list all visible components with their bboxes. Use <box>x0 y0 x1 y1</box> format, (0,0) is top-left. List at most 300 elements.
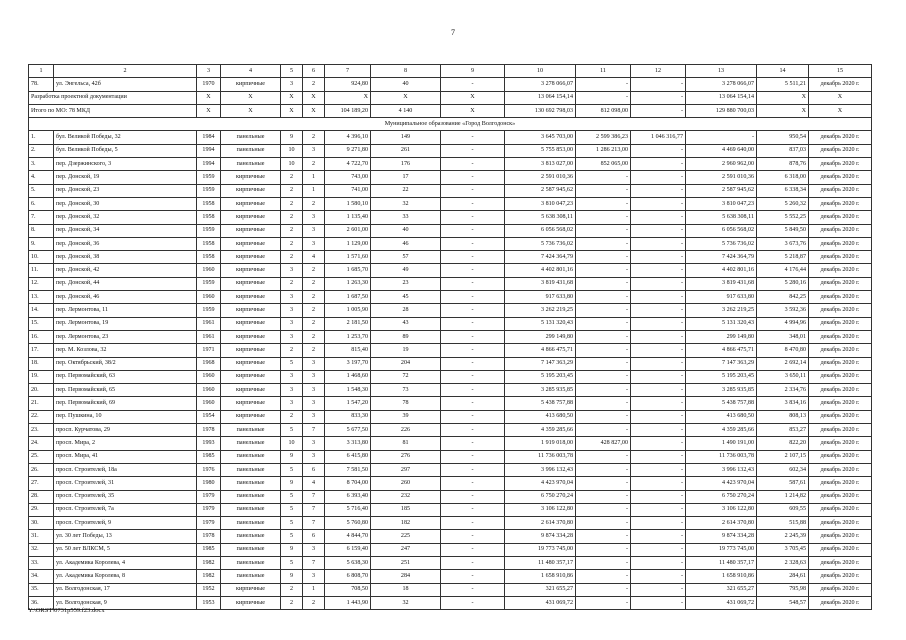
table-cell: 25. <box>29 450 54 463</box>
table-cell: 4 469 640,00 <box>686 144 757 157</box>
table-cell: декабрь 2020 г. <box>809 570 872 583</box>
table-cell: 2 <box>303 78 325 91</box>
table-cell: 15. <box>29 317 54 330</box>
table-cell: пер. Лермонтова, 11 <box>54 304 197 317</box>
table-cell: 130 692 798,03 <box>505 104 576 117</box>
table-cell: 19 <box>371 344 441 357</box>
table-cell: 1985 <box>197 543 221 556</box>
table-cell: 8 470,80 <box>757 344 809 357</box>
table-cell: - <box>631 264 686 277</box>
table-cell: 602,34 <box>757 463 809 476</box>
table-cell: 2 <box>281 171 303 184</box>
table-cell: 5 438 757,88 <box>505 397 576 410</box>
table-cell: 3 262 219,25 <box>686 304 757 317</box>
table-cell: 878,76 <box>757 158 809 171</box>
column-number-row <box>29 65 872 78</box>
table-cell: X <box>281 91 303 104</box>
table-cell: 4 140 <box>371 104 441 117</box>
table-cell: 2 614 370,80 <box>505 517 576 530</box>
table-cell: - <box>441 570 505 583</box>
table-cell: панельные <box>221 477 281 490</box>
table-cell: 1979 <box>197 517 221 530</box>
table-cell: 1954 <box>197 410 221 423</box>
table-cell: 1961 <box>197 317 221 330</box>
table-cell: просп. Строителей, 7а <box>54 503 197 516</box>
table-cell: декабрь 2020 г. <box>809 304 872 317</box>
table-cell: - <box>631 543 686 556</box>
table-row <box>29 184 872 197</box>
table-cell: 1958 <box>197 197 221 210</box>
table-cell: 1982 <box>197 556 221 569</box>
table-cell: - <box>631 570 686 583</box>
table-cell: 1 443,90 <box>325 596 371 609</box>
table-cell: 2 587 945,62 <box>505 184 576 197</box>
table-cell: 1 <box>303 184 325 197</box>
table-cell: просп. Строителей, 9 <box>54 517 197 530</box>
column-number-cell: 13 <box>686 65 757 78</box>
table-cell: 32 <box>371 596 441 609</box>
table-cell: 247 <box>371 543 441 556</box>
table-cell: просп. Строителей, 35 <box>54 490 197 503</box>
table-cell: - <box>441 357 505 370</box>
table-cell: 40 <box>371 224 441 237</box>
table-cell: 5 218,87 <box>757 251 809 264</box>
table-cell: декабрь 2020 г. <box>809 357 872 370</box>
table-cell: X <box>221 91 281 104</box>
table-cell: декабрь 2020 г. <box>809 543 872 556</box>
table-cell: панельные <box>221 131 281 144</box>
table-cell: 16. <box>29 330 54 343</box>
table-row <box>29 304 872 317</box>
table-cell: декабрь 2020 г. <box>809 370 872 383</box>
table-cell: 1960 <box>197 370 221 383</box>
table-cell: - <box>631 317 686 330</box>
table-cell: 4 844,70 <box>325 530 371 543</box>
table-row <box>29 583 872 596</box>
table-cell: пер. Донской, 32 <box>54 211 197 224</box>
table-cell: 2 599 386,23 <box>576 131 631 144</box>
table-cell: 35. <box>29 583 54 596</box>
table-cell: панельные <box>221 158 281 171</box>
table-cell: 4 <box>303 251 325 264</box>
table-cell: - <box>631 596 686 609</box>
table-cell: 7 <box>303 556 325 569</box>
table-cell: пер. Донской, 34 <box>54 224 197 237</box>
table-cell: 1 253,70 <box>325 330 371 343</box>
table-cell: кирпичные <box>221 583 281 596</box>
table-cell: панельные <box>221 556 281 569</box>
table-cell: 428 827,00 <box>576 437 631 450</box>
table-cell: 515,88 <box>757 517 809 530</box>
table-row <box>29 344 872 357</box>
table-row <box>29 490 872 503</box>
table-cell: 10 <box>281 144 303 157</box>
table-cell: кирпичные <box>221 171 281 184</box>
table-cell: 3 106 122,80 <box>505 503 576 516</box>
table-cell: просп. Курчатова, 29 <box>54 424 197 437</box>
table-cell: - <box>631 184 686 197</box>
table-cell: 950,54 <box>757 131 809 144</box>
table-cell: 3 <box>281 304 303 317</box>
table-cell: - <box>441 291 505 304</box>
table-cell: 1 658 910,86 <box>505 570 576 583</box>
table-cell: 30. <box>29 517 54 530</box>
table-cell: 3 650,11 <box>757 370 809 383</box>
table-cell: 1960 <box>197 264 221 277</box>
table-cell: 1959 <box>197 224 221 237</box>
table-cell: 23. <box>29 424 54 437</box>
table-cell: пер. Донской, 36 <box>54 237 197 250</box>
table-cell: 3 <box>303 570 325 583</box>
table-cell: 17 <box>371 171 441 184</box>
table-cell: - <box>441 251 505 264</box>
table-cell: 5 <box>281 503 303 516</box>
table-cell: - <box>631 410 686 423</box>
table-cell: 1 685,70 <box>325 264 371 277</box>
table-cell: декабрь 2020 г. <box>809 264 872 277</box>
table-cell: пер. Донской, 38 <box>54 251 197 264</box>
table-cell: - <box>631 104 686 117</box>
table-cell: 4 866 475,71 <box>686 344 757 357</box>
table-cell: 1994 <box>197 144 221 157</box>
table-cell: - <box>631 370 686 383</box>
table-row <box>29 477 872 490</box>
table-cell: 3 <box>303 370 325 383</box>
table-cell: 6 808,70 <box>325 570 371 583</box>
table-cell: 10. <box>29 251 54 264</box>
table-cell: 12. <box>29 277 54 290</box>
table-cell: 1 214,82 <box>757 490 809 503</box>
table-cell: 78 <box>371 397 441 410</box>
table-cell: 284 <box>371 570 441 583</box>
table-cell: 2 692,14 <box>757 357 809 370</box>
table-cell: 33 <box>371 211 441 224</box>
table-cell: - <box>441 131 505 144</box>
table-cell: - <box>576 330 631 343</box>
table-cell: 1 135,40 <box>325 211 371 224</box>
table-cell: 20. <box>29 384 54 397</box>
table-cell: - <box>631 583 686 596</box>
table-cell: 13 064 154,14 <box>505 91 576 104</box>
table-cell: панельные <box>221 517 281 530</box>
table-cell: 2 <box>303 330 325 343</box>
table-row <box>29 197 872 210</box>
table-cell: 1978 <box>197 530 221 543</box>
table-cell: 2 <box>281 224 303 237</box>
table-cell: 609,55 <box>757 503 809 516</box>
table-cell: 1 <box>303 171 325 184</box>
design-docs-row <box>29 91 872 104</box>
table-cell: - <box>631 384 686 397</box>
table-cell: 10 <box>281 437 303 450</box>
table-cell: 1 658 910,86 <box>686 570 757 583</box>
table-cell: 3 <box>281 330 303 343</box>
table-cell: пер. Лермонтова, 23 <box>54 330 197 343</box>
table-cell: - <box>631 463 686 476</box>
table-cell: - <box>441 503 505 516</box>
table-cell: X <box>371 91 441 104</box>
table-row <box>29 78 872 91</box>
table-cell: декабрь 2020 г. <box>809 583 872 596</box>
table-cell: 9 271,80 <box>325 144 371 157</box>
table-cell: панельные <box>221 543 281 556</box>
table-cell: 9 <box>281 450 303 463</box>
table-cell: панельные <box>221 570 281 583</box>
table-row <box>29 251 872 264</box>
table-cell: панельные <box>221 450 281 463</box>
table-cell: панельные <box>221 530 281 543</box>
table-cell: 5 736 736,02 <box>505 237 576 250</box>
table-cell: 5 195 203,45 <box>686 370 757 383</box>
table-cell: декабрь 2020 г. <box>809 596 872 609</box>
table-cell: 1953 <box>197 596 221 609</box>
table-cell: - <box>576 370 631 383</box>
table-cell: 9 <box>281 477 303 490</box>
table-cell: 2 181,50 <box>325 317 371 330</box>
table-cell: декабрь 2020 г. <box>809 317 872 330</box>
table-cell: 18. <box>29 357 54 370</box>
table-cell: 11 480 357,17 <box>686 556 757 569</box>
table-cell: - <box>686 131 757 144</box>
table-cell: кирпичные <box>221 211 281 224</box>
table-cell: 1 919 018,00 <box>505 437 576 450</box>
table-cell: 5 638 308,11 <box>505 211 576 224</box>
table-cell: - <box>441 158 505 171</box>
table-cell: 26. <box>29 463 54 476</box>
table-cell: декабрь 2020 г. <box>809 477 872 490</box>
table-cell: 5 195 203,45 <box>505 370 576 383</box>
table-cell: 260 <box>371 477 441 490</box>
column-number-cell: 12 <box>631 65 686 78</box>
table-cell: декабрь 2020 г. <box>809 158 872 171</box>
table-cell: - <box>441 277 505 290</box>
table-cell: 808,13 <box>757 410 809 423</box>
table-cell: 1 129,00 <box>325 237 371 250</box>
table-cell: 24. <box>29 437 54 450</box>
table-cell: 1 263,30 <box>325 277 371 290</box>
table-cell: - <box>631 530 686 543</box>
table-cell: 2 <box>281 237 303 250</box>
table-cell: кирпичные <box>221 384 281 397</box>
table-cell: просп. Строителей, 31 <box>54 477 197 490</box>
table-cell: 73 <box>371 384 441 397</box>
table-cell: 1 046 316,77 <box>631 131 686 144</box>
column-number-cell: 11 <box>576 65 631 78</box>
table-cell: 3 813 027,00 <box>505 158 576 171</box>
table-cell: - <box>441 171 505 184</box>
table-cell: 46 <box>371 237 441 250</box>
table-cell: 842,25 <box>757 291 809 304</box>
table-row <box>29 596 872 609</box>
table-cell: 7 147 363,29 <box>686 357 757 370</box>
table-cell: декабрь 2020 г. <box>809 517 872 530</box>
table-cell: X <box>197 91 221 104</box>
table-cell: - <box>631 437 686 450</box>
table-cell: - <box>576 463 631 476</box>
table-cell: 129 880 700,03 <box>686 104 757 117</box>
table-cell: 2 107,15 <box>757 450 809 463</box>
column-number-cell: 8 <box>371 65 441 78</box>
table-cell: 3 <box>303 450 325 463</box>
table-cell: 45 <box>371 291 441 304</box>
table-cell: 104 189,20 <box>325 104 371 117</box>
table-cell: кирпичные <box>221 251 281 264</box>
table-cell: - <box>631 251 686 264</box>
table-cell: X <box>809 91 872 104</box>
table-cell: 182 <box>371 517 441 530</box>
table-cell: 2 <box>281 344 303 357</box>
table-cell: 1 547,20 <box>325 397 371 410</box>
table-cell: 2 334,76 <box>757 384 809 397</box>
table-row <box>29 317 872 330</box>
table-row <box>29 384 872 397</box>
table-cell: 1959 <box>197 171 221 184</box>
table-cell: 78. <box>29 78 54 91</box>
table-cell: 33. <box>29 556 54 569</box>
table-cell: пер. Октябрьский, 38/2 <box>54 357 197 370</box>
table-cell: 2 <box>303 596 325 609</box>
table-cell: 3 313,80 <box>325 437 371 450</box>
table-cell: 2 <box>303 264 325 277</box>
table-cell: декабрь 2020 г. <box>809 344 872 357</box>
table-cell: 3 <box>281 397 303 410</box>
table-row <box>29 543 872 556</box>
table-cell: 7 <box>303 490 325 503</box>
table-cell: 1958 <box>197 251 221 264</box>
table-cell: X <box>809 104 872 117</box>
file-path-footer: Y:\ORST\0731p559.f23.docx <box>28 607 105 614</box>
table-cell: панельные <box>221 144 281 157</box>
table-cell: 3 819 431,68 <box>686 277 757 290</box>
table-cell: кирпичные <box>221 277 281 290</box>
table-cell: 5 438 757,88 <box>686 397 757 410</box>
table-cell: 17. <box>29 344 54 357</box>
table-cell: - <box>441 211 505 224</box>
table-cell: 14. <box>29 304 54 317</box>
table-cell: - <box>631 224 686 237</box>
column-number-cell: 9 <box>441 65 505 78</box>
table-cell: - <box>631 344 686 357</box>
table-cell: 81 <box>371 437 441 450</box>
table-cell: 29. <box>29 503 54 516</box>
table-cell: - <box>631 424 686 437</box>
table-cell: пер. Донской, 46 <box>54 291 197 304</box>
table-cell: 1976 <box>197 463 221 476</box>
column-number-cell: 3 <box>197 65 221 78</box>
table-cell: просп. Мира, 41 <box>54 450 197 463</box>
table-cell: X <box>303 91 325 104</box>
table-cell: 18 <box>371 583 441 596</box>
table-cell: просп. Мира, 2 <box>54 437 197 450</box>
table-row <box>29 330 872 343</box>
table-cell: 9 <box>281 131 303 144</box>
table-cell: - <box>631 277 686 290</box>
table-cell: панельные <box>221 437 281 450</box>
table-cell: кирпичные <box>221 78 281 91</box>
table-cell: - <box>441 490 505 503</box>
table-cell: - <box>441 556 505 569</box>
table-cell: 2 <box>281 197 303 210</box>
table-cell: 2 <box>281 184 303 197</box>
table-cell: 284,61 <box>757 570 809 583</box>
table-cell: - <box>576 357 631 370</box>
table-cell: 1968 <box>197 357 221 370</box>
table-cell: - <box>576 291 631 304</box>
table-cell: 3 <box>303 384 325 397</box>
table-cell: 5 <box>281 556 303 569</box>
table-cell: 3 278 066,07 <box>686 78 757 91</box>
table-cell: 1993 <box>197 437 221 450</box>
table-cell: 7 147 363,29 <box>505 357 576 370</box>
table-cell: 321 655,27 <box>686 583 757 596</box>
table-cell: 708,50 <box>325 583 371 596</box>
table-row <box>29 370 872 383</box>
table-cell: 1 490 191,00 <box>686 437 757 450</box>
table-cell: 2 587 945,62 <box>686 184 757 197</box>
table-cell: 1960 <box>197 397 221 410</box>
table-cell: 251 <box>371 556 441 569</box>
table-cell: - <box>631 450 686 463</box>
table-cell: - <box>631 237 686 250</box>
table-cell: 2. <box>29 144 54 157</box>
table-cell: 4 994,96 <box>757 317 809 330</box>
table-cell: 413 680,50 <box>505 410 576 423</box>
table-cell: 3 285 935,85 <box>505 384 576 397</box>
table-cell: 1 687,50 <box>325 291 371 304</box>
table-cell: - <box>576 583 631 596</box>
table-cell: 176 <box>371 158 441 171</box>
table-cell: - <box>576 78 631 91</box>
table-cell: - <box>576 264 631 277</box>
table-cell: пер. Донской, 23 <box>54 184 197 197</box>
table-cell: 2 328,63 <box>757 556 809 569</box>
table-cell: 5 716,40 <box>325 503 371 516</box>
table-cell: декабрь 2020 г. <box>809 224 872 237</box>
table-cell: - <box>441 530 505 543</box>
table-cell: 1970 <box>197 78 221 91</box>
table-cell: - <box>631 158 686 171</box>
table-cell: 3 <box>303 397 325 410</box>
table-cell: 4 176,44 <box>757 264 809 277</box>
table-cell: 2 960 962,00 <box>686 158 757 171</box>
table-row <box>29 503 872 516</box>
table-cell: 3 <box>281 78 303 91</box>
table-cell: - <box>631 197 686 210</box>
table-cell: - <box>576 237 631 250</box>
table-cell: 6 056 568,02 <box>686 224 757 237</box>
table-cell: 2 <box>281 596 303 609</box>
table-cell: - <box>631 490 686 503</box>
table-cell: 4 359 285,66 <box>686 424 757 437</box>
table-row <box>29 570 872 583</box>
table-cell: 1 <box>303 583 325 596</box>
table-row <box>29 424 872 437</box>
table-cell: пер. Лермонтова, 19 <box>54 317 197 330</box>
table-cell: 34. <box>29 570 54 583</box>
column-number-cell: 15 <box>809 65 872 78</box>
table-cell: - <box>631 330 686 343</box>
table-cell: 10 <box>281 158 303 171</box>
table-cell: X <box>757 91 809 104</box>
table-cell: - <box>441 78 505 91</box>
table-cell: 587,61 <box>757 477 809 490</box>
table-cell: 741,00 <box>325 184 371 197</box>
table-cell: пер. Первомайский, 69 <box>54 397 197 410</box>
table-cell: 43 <box>371 317 441 330</box>
table-cell: 8. <box>29 224 54 237</box>
table-cell: 1. <box>29 131 54 144</box>
table-row <box>29 211 872 224</box>
